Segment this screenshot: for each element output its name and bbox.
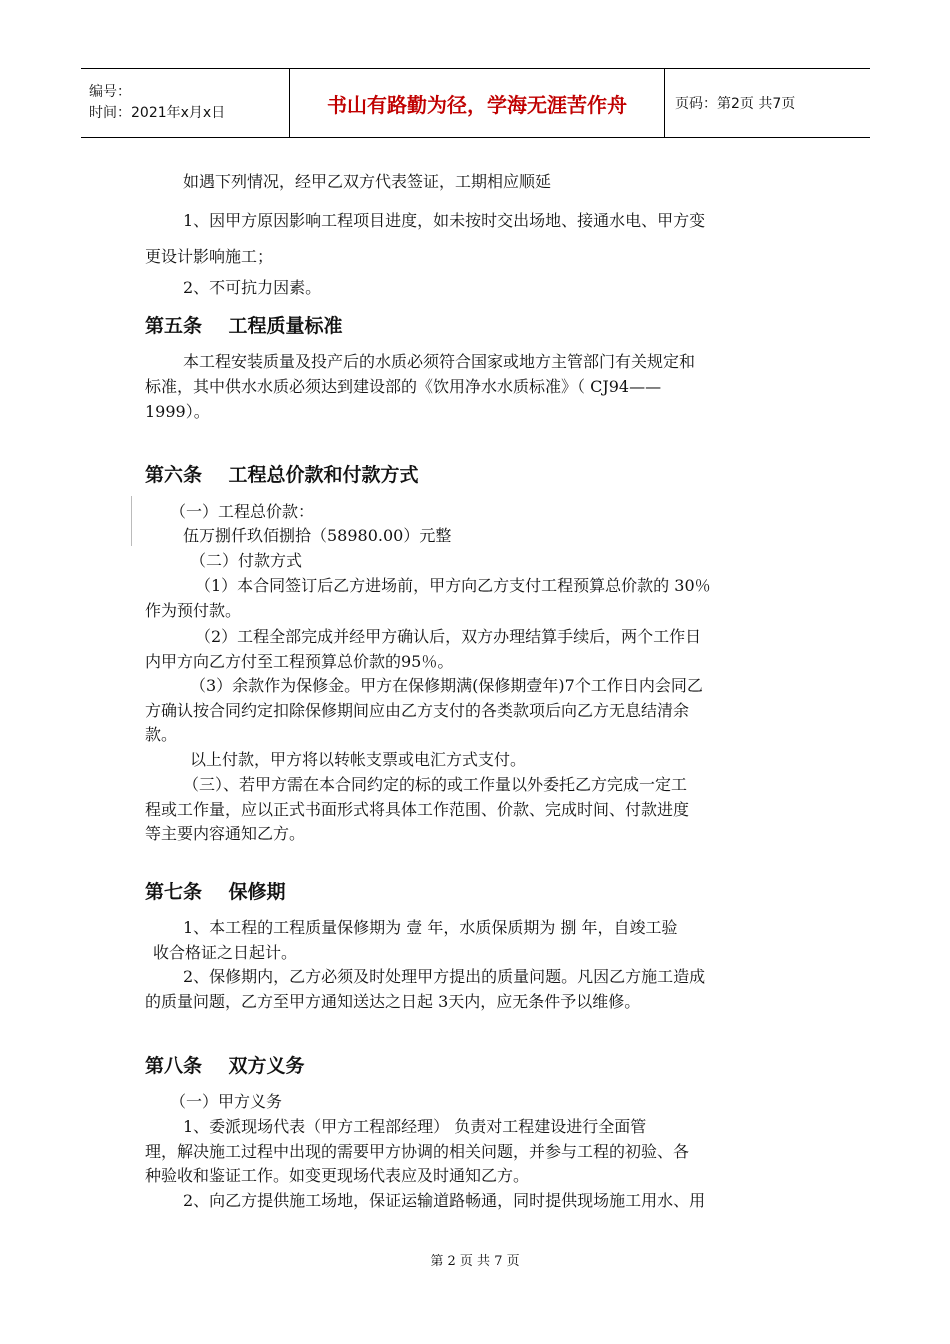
article-8-heading: 第八条 双方义务 xyxy=(145,1055,305,1077)
header-page-number: 页码：第2页 共7页 xyxy=(675,96,796,112)
paragraph: 伍万捌仟玖佰捌拾（58980.00）元整 xyxy=(183,526,452,545)
header-motto: 书山有路勤为径，学海无涯苦作舟 xyxy=(289,69,665,137)
paragraph: 方确认按合同约定扣除保修期间应由乙方支付的各类款项后向乙方无息结清余 xyxy=(145,701,690,720)
paragraph: （3）余款作为保修金。甲方在保修期满(保修期壹年)7个工作日内会同乙 xyxy=(190,676,703,695)
paragraph: 标准，其中供水水质必须达到建设部的《饮用净水水质标准》（ CJ94—— xyxy=(145,377,662,396)
article-5-heading: 第五条 工程质量标准 xyxy=(145,315,343,337)
article-6-heading: 第六条 工程总价款和付款方式 xyxy=(145,464,419,486)
paragraph: （二）付款方式 xyxy=(190,551,303,570)
paragraph: 如遇下列情况，经甲乙双方代表签证，工期相应顺延 xyxy=(183,172,552,191)
header-meta xyxy=(81,69,289,137)
paragraph: 更设计影响施工； xyxy=(145,247,274,266)
page-footer: 第 2 页 共 7 页 xyxy=(430,1254,520,1269)
margin-change-bar xyxy=(131,496,132,546)
paragraph: （1）本合同签订后乙方进场前，甲方向乙方支付工程预算总价款的 30％ xyxy=(195,576,711,595)
paragraph: 以上付款，甲方将以转帐支票或电汇方式支付。 xyxy=(190,750,527,769)
paragraph: （2）工程全部完成并经甲方确认后，双方办理结算手续后，两个工作日 xyxy=(195,627,702,646)
paragraph: 等主要内容通知乙方。 xyxy=(145,824,306,843)
paragraph: 收合格证之日起计。 xyxy=(153,943,298,962)
paragraph: 种验收和鉴证工作。如变更现场代表应及时通知乙方。 xyxy=(145,1166,530,1185)
article-7-heading: 第七条 保修期 xyxy=(145,881,286,903)
paragraph: 1、委派现场代表（甲方工程部经理） 负责对工程建设进行全面管 xyxy=(183,1117,647,1136)
paragraph: （一）工程总价款： xyxy=(170,502,315,521)
paragraph: 程或工作量，应以正式书面形式将具体工作范围、价款、完成时间、付款进度 xyxy=(145,800,690,819)
paragraph: （三）、若甲方需在本合同约定的标的或工作量以外委托乙方完成一定工 xyxy=(183,775,688,794)
page-header xyxy=(81,68,870,138)
paragraph: 2、向乙方提供施工场地，保证运输道路畅通，同时提供现场施工用水、用 xyxy=(183,1191,706,1210)
paragraph: 1999）。 xyxy=(145,402,210,421)
paragraph: 本工程安装质量及投产后的水质必须符合国家或地方主管部门有关规定和 xyxy=(183,352,696,371)
paragraph: 2、保修期内，乙方必须及时处理甲方提出的质量问题。凡因乙方施工造成 xyxy=(183,967,706,986)
paragraph: 款。 xyxy=(145,725,178,744)
paragraph: 1、本工程的工程质量保修期为 壹 年，水质保质期为 捌 年，自竣工验 xyxy=(183,918,678,937)
document-number-label: 编号： xyxy=(89,84,131,100)
paragraph: 2、不可抗力因素。 xyxy=(183,278,322,297)
paragraph: 作为预付款。 xyxy=(145,601,242,620)
paragraph: 内甲方向乙方付至工程预算总价款的95％。 xyxy=(145,652,454,671)
paragraph: 的质量问题，乙方至甲方通知送达之日起 3天内，应无条件予以维修。 xyxy=(145,992,641,1011)
paragraph: 理，解决施工过程中出现的需要甲方协调的相关问题，并参与工程的初验、各 xyxy=(145,1142,690,1161)
document-time-label: 时间：2021年x月x日 xyxy=(89,105,226,121)
paragraph: 1、因甲方原因影响工程项目进度，如未按时交出场地、接通水电、甲方变 xyxy=(183,211,706,230)
paragraph: （一）甲方义务 xyxy=(170,1092,283,1111)
